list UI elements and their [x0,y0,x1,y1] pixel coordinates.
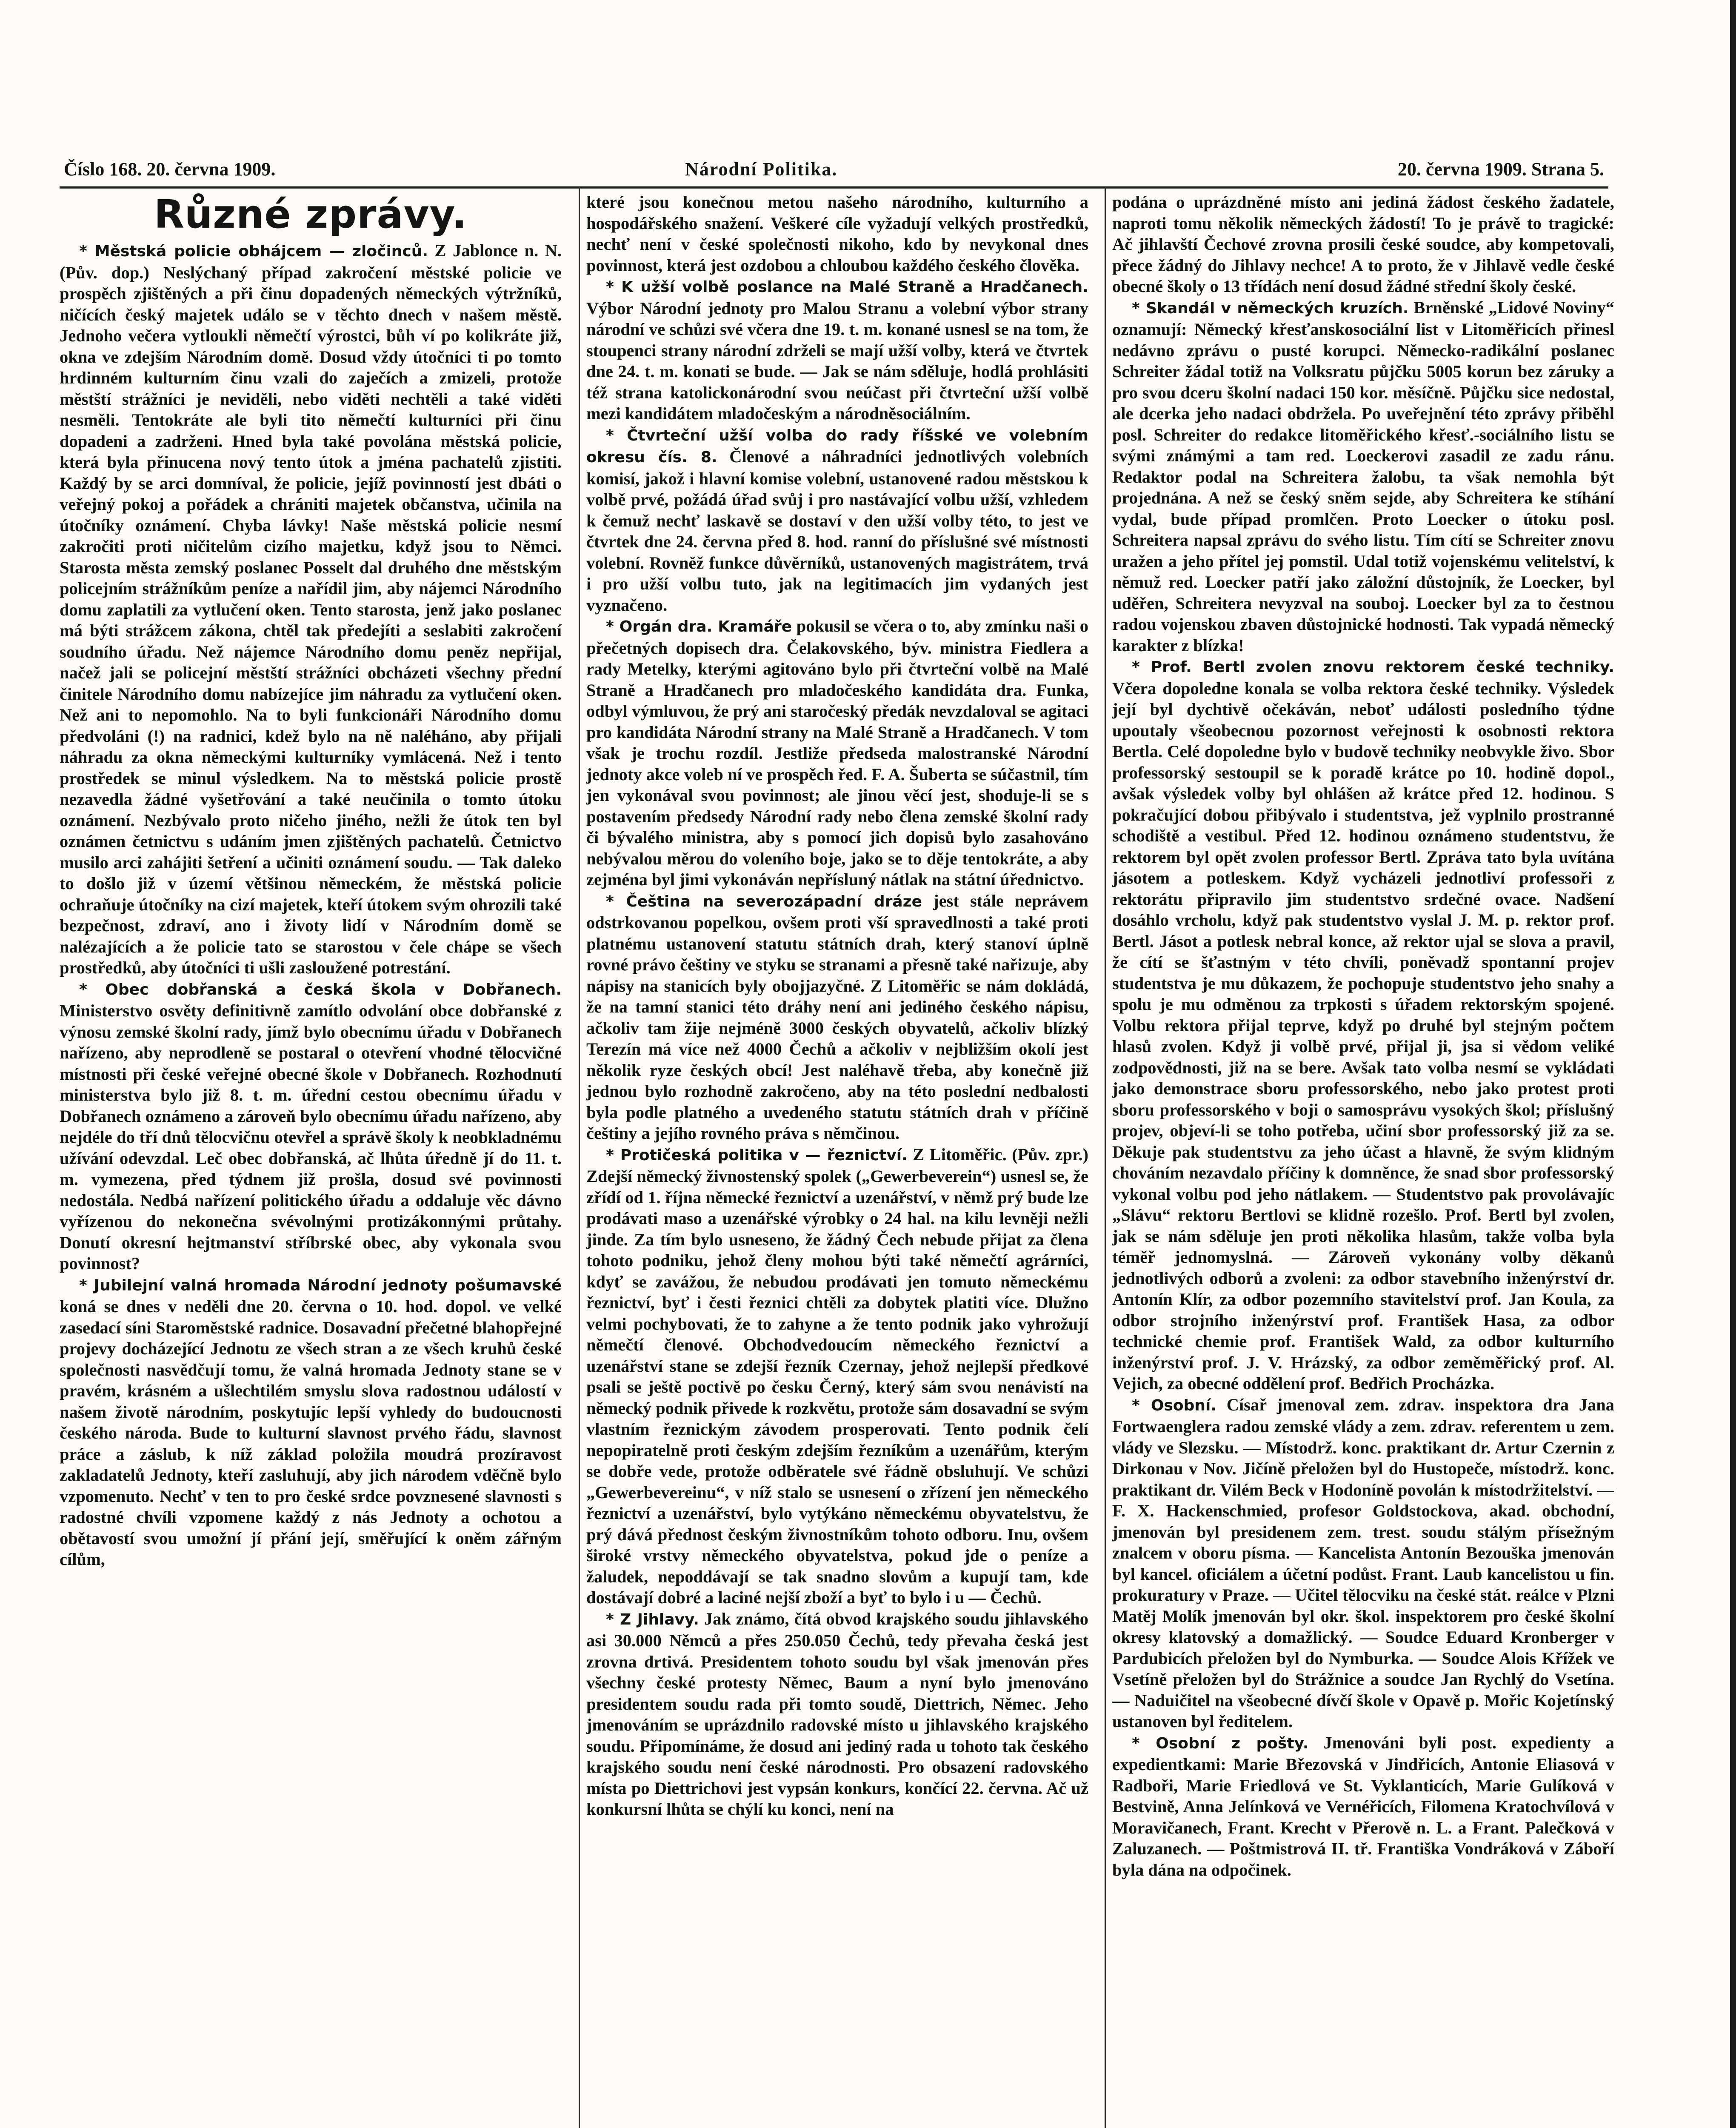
article-heading: * Obec dobřanská a česká škola v Dobřanech. [79,981,562,998]
article-text: Císař jmenoval zem. zdrav. inspektora dra Jana Fortwaenglera radou zemské vlády a zem. zdrav. referentem u zem. vlády ve Slezsku. — Místodrž. konc. praktikant dr. Artur Czernin z Dirkonau v Nov. Jičíně přeložen byl do Hustopeče, místodrž. konc. praktikant dr. Vilém Beck v Hodoníně povolán k místodržitelství. — F. X. Hackenschmied, profesor Goldstockova, akad. obchodní, jmenován byl presidenem zem. trest. soudu stálým přísežným znalcem v oboru písma. — Kancelista Antonín Bezouška jmenován byl kancel. oficiálem a účetní podůst. Frant. Laub kancelistou u fin. prokuratury v Praze. — Učitel tělocviku na české stát. reálce v Plzni Matěj Molík jmenován byl okr. škol. inspektorem pro české školní okresy klatovský a domažlický. — Soudce Eduard Kronberger v Pardubicích přeložen byl do Nymburka. — Soudce Alois Křížek ve Vsetíně přeložen byl do Strážnice a soudce Jan Rychlý do Vsetína. — Naduičitel na všeobecné dívčí škole v Opavě p. Mořic Kojetínský ustanoven byl ředitelem. [1112,1395,1614,1731]
article-heading: * Prof. Bertl zvolen znovu rektorem české techniky. [1132,658,1614,676]
column-2-articles [586,192,1088,1820]
issue-date: Číslo 168. 20. června 1909. [64,159,276,180]
column-1 [60,192,562,2128]
column-3-articles [1112,192,1614,1880]
article-text: Výbor Národní jednoty pro Malou Stranu a volební výbor strany národní ve schůzi své včera dne 19. t. m. konané usnesl se na tom, že stoupenci strany národní zdrželi se mají užší volby, která ve čtvrtek dne 24. t. m. konati se bude. — Jak se nám sděluje, hodlá prohlásiti též strana katolickonárodní svou neúčast při čtvrteční užší volbě mezi kandidátem mladočeským a národněsociálním. [586,298,1088,423]
article-paragraph [586,890,1088,1144]
article-heading: * Jubilejní valná hromada Národní jednoty pošumavské [79,1276,562,1294]
article-paragraph [1112,1732,1614,1881]
article-text: koná se dnes v neděli dne 20. června o 10. hod. dopol. ve velké zasedací síni Staroměstské radnice. Dosavadní přečetné blahopřejné projevy docházející Jednotu ze všech stran a ze všech kruhů české společnosti nasvědčují tomu, že valná hromada Jednoty stane se v pravém, krásném a ušlechtilém smyslu slova radostnou událostí v našem životě národním, poskytujíc lepší vyhledy do budoucnosti českého národa. Bude to kulturní slavnost prvého řádu, slavnost práce a záslub, k níž základ položila moudrá prozíravost zakladatelů Jednoty, kteří zasluhují, aby jich národem vděčně bylo vzpomenuto. Nechť v ten to pro české srdce povznesené slavnosti s radostné chvíli vzpomene každý z nás Jednoty a ochotou a obětavostí svou umožní jí přání její, směřující k oněm zářným cílům, [60,1297,562,1569]
article-text: pokusil se včera o to, aby zmínku naši o přečetných dopisech dra. Čelakovského, býv. ministra Fiedlera a rady Metelky, kterými agitováno bylo při čtvrteční volbě na Malé Straně a Hradčanech pro mladočeského kandidáta dra. Funka, odbyl výmluvou, že prý ani staročeský předák nevzdaloval se agitaci pro kandidáta Národní strany na Malé Straně a Hradčanech. V tom však je trochu rozdíl. Jestliže předseda malostranské Národní jednoty akce voleb ní ve prospěch řed. F. A. Šuberta se súčastnil, tím jen vykonával svou povinnost; ale jinou věcí jest, shoduje-li se s postavením předsedy Národní rady nebo člena zemské školní rady či bývalého ministra, aby s pomocí jich dopisů bylo zasahováno nebývalou měrou do voleního boje, jako se to děje tentokráte, a aby zejména byl jimi vykonáván nepřísluný nátlak na státní úřednictvo. [586,616,1088,889]
article-heading: * Čtvrteční užší volba do rady říšské ve volebním okresu čís. 8. [586,426,1088,466]
column-divider [1105,187,1106,2128]
article-text: podána o uprázdněné místo ani jediná žádost českého žadatele, naproti tomu několik německých žádostí! To je právě to tragické: Ač jihlavští Čechové zrovna prosili české soudce, aby kompetovali, přece žádný do Jihlavy nechce! A to proto, že v Jihlavě vedle české obecné školy o 13 třídách není dosud žádné střední školy české. [1112,192,1614,296]
article-heading: * Městská policie obhájcem — zločinců. [79,243,428,260]
article-paragraph [60,240,562,978]
header-rule [60,186,1608,189]
article-text: Jak známo, čítá obvod krajského soudu jihlavského asi 30.000 Němců a přes 250.050 Čechů, tedy převaha česká jest zrovna drtivá. Presidentem tohoto soudu byl však jmenován přes všechny české protesty Němec, Baum a nyní bylo jmenováno presidentem soudu rada při tomto soudě, Diettrich, Němec. Jeho jmenováním se uprázdnilo radovské místo u jihlavského krajského soudu. Připomínáme, že dosud ani jediný rada u tohoto tak českého krajského soudu není české národnosti. Pro obsazení radovského místa po Diettrichovi jest vypsán konkurs, končící 22. června. Ač už konkursní lhůta se chýlí ku konci, není na [586,1609,1088,1819]
article-text: Včera dopoledne konala se volba rektora české techniky. Výsledek její byl dychtivě očekáván, neboť události posledního týdne upoutaly všeobecnou pozornost veřejnosti k osobnosti rektora Bertla. Celé dopoledne bylo v budově techniky neobvykle živo. Sbor professorský sestoupil se k poradě krátce po 10. hodině dopol., avšak výsledek volby byl ohlášen až krátce před 12. hodinou. S pokračující dobou přibývalo i studentstva, jež vyplnilo prostranné schodiště a vestibul. Před 12. hodinou oznámeno studentstvu, že rektorem byl opět zvolen professor Bertl. Zpráva tato byla uvítána jásotem a potleskem. Když vycházeli jednotliví professoři z rektorátu připravilo jim studentstvo srdečné ovace. Nadšení dosáhlo vrcholu, když pak studentstvo vyslal J. M. p. rektor prof. Bertl. Jásot a potlesk nebral konce, až rektor ujal se slova a pravil, že cítí se šťastným v této chvíli, poněvadž spontanní projev studentstva je mu důkazem, že pochopuje studentstvo jeho snahy a spolu je mu odměnou za trpkosti s úřadem rektorským spojené. Volbu rektora přijal teprve, když po druhé byl stejným počtem hlasů zvolen. Když ji volbě prvé, přijal ji, jsa si vědom veliké zodpovědnosti, již na se bere. Avšak tato volba nesmí se vykládati jako demonstrace sboru professorského, nebo jako protest proti sboru professorského v boji o samosprávu vysokých škol; příslušný projev, objeví-li se toho potřeba, učiní sbor professorský již za se. Děkuje pak studentstvu za jeho účast a hlavně, že svým klidným chováním nezavdalo příčiny k domněnce, že snad sbor professorský vykonal volbu pod jeho nátlakem. — Studentstvo pak provolávajíc „Slávu“ rektoru Bertlovi se klidně rozešlo. Prof. Bertl byl zvolen, jak se nám sděluje jen proti několika hlasům, takže volba byla téměř jednomyslná. — Zároveň vykonány volby děkanů jednotlivých odborů a zvoleni: za odbor stavebního inženýrství dr. Antonín Klír, za odbor pozemního stavitelství prof. Jan Koula, za odbor strojního inženýrství prof. František Hasa, za odbor technické chemie prof. František Wald, za odbor kulturního inženýrství prof. J. V. Hrázský, za odbor zeměměřický prof. Al. Vejich, za obecné oddělení prof. Bedřich Procházka. [1112,678,1614,1393]
newspaper-title: Národní Politika. [685,159,838,180]
article-paragraph [1112,1394,1614,1732]
section-title: Různé zprávy. [154,192,468,237]
article-paragraph [586,1608,1088,1820]
article-text: Brněnské „Lidové Noviny“ oznamují: Německý křesťanskosociální list v Litoměřicích přinesl nedávno zprávu o pusté korupci. Německo-radikální poslanec Schreiter žádal totiž na Volksratu půjčku 5005 korun bez záruky a pro svou dceru školní nadaci 150 kor. měsíčně. Půjčku sice nedostal, ale dcerka jeho nadaci obdržela. Po uveřejnění této zprávy přiběhl posl. Schreiter do redakce litoměřického křesť.-sociálního listu se svými známými a tam red. Loeckerovi zasadil ze zadu ránu. Redaktor podal na Schreitera žalobu, ta však nemohla být projednána. A než se český sněm sejde, aby Schreitera ke stíhání vydal, bude případ promlčen. Proto Loecker o útoku posl. Schreitera napsal zprávu do svého listu. Tím cítí se Schreiter znovu uražen a jeho přítel jej pomstil. Udal totiž vojenskému velitelství, k němuž red. Loecker patří jako záložní důstojník, že Loecker, byl uděřen, Schreitera nevyzval na souboj. Loecker byl za to čestnou radou vojenskou zbaven důstojnické hodnosti. Tak vypadá německý karakter z blízka! [1112,297,1614,655]
column-divider [579,187,580,2128]
article-heading: * Orgán dra. Kramáře [606,618,792,635]
scan-edge [1730,0,1736,2128]
article-heading: * Osobní z pošty. [1132,1734,1309,1752]
article-paragraph [586,424,1088,616]
article-paragraph [586,192,1088,276]
article-paragraph [60,1274,562,1570]
article-text: které jsou konečnou metou našeho národního, kulturního a hospodářského snažení. Veškeré cíle vyžadují velkých prostředků, nechť není v české společnosti nikoho, kdo by nevykonal dnes povinnost, která jest ozdobou a chloubou každého českého člověka. [586,192,1088,275]
column-2 [586,192,1088,2128]
article-paragraph [586,1144,1088,1608]
column-1-articles [60,240,562,1570]
article-text: Členové a náhradníci jednotlivých volebních komisí, jakož i hlavní komise volební, ustanovené radou městskou k volbě prvé, požádá úřad svůj i pro nastávající volbu užší, vzhledem k čemuž nechť laskavě se dostaví v den užší volby této, to jest ve čtvrtek dne 24. června před 8. hod. ranní do příslušné své místnosti volební. Rovněž funkce důvěrníků, ustanovených magistrátem, trvá i pro užší volbu tuto, jak na legitimacích jim vydaných jest vyznačeno. [586,447,1088,615]
article-heading: * Osobní. [1132,1396,1217,1414]
article-heading: * K užší volbě poslance na Malé Straně a Hradčanech. [606,278,1088,296]
article-heading: * Čeština na severozápadní dráze [606,892,922,910]
article-paragraph [1112,192,1614,297]
article-heading: * Z Jihlavy. [606,1610,699,1628]
article-paragraph [60,978,562,1274]
article-paragraph [1112,297,1614,656]
article-heading: * Skandál v německých kruzích. [1132,299,1409,317]
article-text: jest stále neprávem odstrkovanou popelkou, ovšem proti vší spravedlnosti a také proti platnému ustanovení statutu státních drah, který stanoví úplně rovné právo češtiny ve styku se stranami a přesně také nařizuje, aby nápisy na stanicích byly obojjazyčné. Z Litoměřic se nám dokládá, že na tamní stanici této dráhy není ani jediného českého nápisu, ačkoliv tam žije nejméně 3000 českých obyvatelů, ačkoliv blízký Terezín má více než 4000 Čechů a ačkoliv v nejbližším okolí jest několik ryze českých obcí! Jest naléhavě třeba, aby konečně již jednou bylo rozhodně zakročeno, aby na této poslední nedbalosti byla podle platného a uvedeného statutu státních drah v příčině češtiny a jejího rovného práva s němčinou. [586,891,1088,1143]
article-heading: * Protičeská politika v — řeznictví. [606,1146,908,1164]
article-text: Z Jablonce n. N. (Pův. dop.) Neslýchaný případ zakročení městské policie ve prospěch zjištěných a při činu dopadených německých výtržníků, ničících český majetek událo se v těchto dnech v našem městě. Jednoho večera vytloukli němečtí výrostci, bůh ví po kolikráte již, okna ve zdejším Národním domě. Dosud vždy útočníci ti po tomto hrdinném kulturním činu vzali do zaječích a zmizeli, protože městští strážníci je neviděli, nebo viděti nechtěli a také viděti nesměli. Tentokráte ale byli tito němečtí kulturníci při činu dopadeni a zadrženi. Hned byla také povolána městská policie, která byla přinucena nový tento útok a jména pachatelů zjistiti. Každý by se arci domníval, že policie, jejíž povinností jest dbáti o veřejný pokoj a pořádek a chrániti majetek občanstva, učinila na útočníky oznámení. Chyba lávky! Naše městská policie nesmí zakročiti proti ničitelům cizího majetku, když jsou to Němci. Starosta města zemský poslanec Posselt dal druhého dne městským policejním strážníkům peníze a nařídil jim, aby nájemci Národního domu zaplatili za vytlučení oken. Tento starosta, jenž jako poslanec má býti strážcem zákona, chtěl tak předejíti a seslabiti zakročení soudního úřadu. Než nájemce Národního domu peněz nepřijal, načež jali se policejní městští strážníci obcházeti všechny přední činitele Národního domu nabízejíce jim náhradu za vytlučení oken. Než ani to nepomohlo. Na to byli funkcionáři Národního domu předvoláni (!) na radnici, kdež bylo na ně naléháno, aby přijali náhradu za okna německými kulturníky vymlácená. Než i tento prostředek se minul výsledkem. Na to městská policie prostě nezavedla žádné vyšetřování a také neučinila o tomto útoku oznámení. Nezbývalo proto ničeho jiného, nežli že útok ten byl oznámen četnictvu s udáním jmen zjištěných pachatelů. Četnictvo musilo arci zahájiti šetření a učiniti oznámení soudu. — Tak daleko to došlo již v území většinou německém, že městská policie ochraňuje útočníky na cizí majetek, kteří útokem svým ohrozili také bezpečnost, zdraví, ano i životy lidí v Národním domě se nalézajících a že policie tato se starostou v čele chápe se všech prostředků, aby útočníci ti ušli zasloužené potrestání. [60,241,562,977]
column-3 [1112,192,1614,2128]
article-text: Jmenováni byli post. expedienty a expedientkami: Marie Březovská v Jindřicích, Antonie Eliasová v Radboři, Marie Friedlová ve St. Vyklanticích, Marie Gulíková v Bestvině, Anna Jelínková ve Vernéřicích, Filomena Kratochvílová v Moravičanech, Frant. Krecht v Přerově n. L. a Frant. Palečková v Zaluzanech. — Poštmistrová II. tř. Františka Vondráková v Záboří byla dána na odpočinek. [1112,1733,1614,1879]
page-header [64,158,1604,184]
page-number: 20. června 1909. Strana 5. [1397,159,1604,180]
article-paragraph [586,276,1088,424]
article-text: Ministerstvo osvěty definitivně zamítlo odvolání obce dobřanské z výnosu zemské školní rady, jímž bylo obecnímu úřadu v Dobřanech nařízeno, aby neprodleně se postaral o otevření vhodné tělocvičné místnosti při české veřejné obecné škole v Dobřanech. Rozhodnutí ministerstva bylo již 8. t. m. úřední cestou obecnímu úřadu v Dobřanech oznámeno a zároveň bylo obecnímu úřadu nařízeno, aby nejdéle do tří dnů tělocvičnu otevřel a správě školy k neobkladnému užívání odevzdal. Leč obec dobřanská, ač lhůta úředně jí do 11. t. m. vymezena, před týdnem již prošla, dosud své povinnosti nedostála. Nedbá nařízení politického úřadu a oddaluje věc dávno vyřízenou do nekonečna svévolnými protizákonnými průtahy. Donutí okresní hejtmanství stříbrské obec, aby vykonala svou povinnost? [60,1001,562,1273]
article-paragraph [586,615,1088,890]
article-paragraph [1112,656,1614,1394]
article-text: Z Litoměřic. (Pův. zpr.) Zdejší německý živnostenský spolek („Gewerbeverein“) usnesl se, že zřídí od 1. října německé řeznictví a uzenářství, v němž prý bude lze prodávati maso a uzenářské výrobky o 24 hal. na kilu levněji nežli jinde. Za tím bylo usneseno, že žádný Čech nebude přijat za člena tohoto podniku, jehož členy mohou býti také němečtí agrárníci, kdyť se zavážou, že nebudou prodávati jen tomuto německému řeznictví, byť i česti řeznici chtěli za dobytek platiti více. Dlužno velmi pochybovati, že to zahyne a že tento podnik jako vyhrožují němečtí členové. Obchodvedoucím německého řeznictví a uzenářství stane se zdejší řezník Czernay, jehož nejlepší předkové psali se ještě poctivě po česku Černý, který sám svou nenávistí na německý podnik přivede k rozkvětu, protože sám dosavadní se svým vlastním řeznickým závodem prosperovati. Tento podnik čelí nepopiratelně proti českým zdejším řezníkům a uzenářům, kterým se dobře vede, protože odběratele své řádně obsluhují. Ve schůzi „Gewerbevereinu“, v níž stalo se usnesení o zřízení jen německého řeznictví a uzenářství, bylo vytýkáno německému obyvatelstvu, že prý dává přednost českým živnostníkům tohoto odboru. Inu, ovšem široké vrstvy německého obyvatelstva, pokud jde o peníze a žaludek, nepoddávají se tak snadno slovům a kupují tam, kde dostávají dobré a laciné nejší zboží a byť to bylo i u — Čechů. [586,1144,1088,1607]
